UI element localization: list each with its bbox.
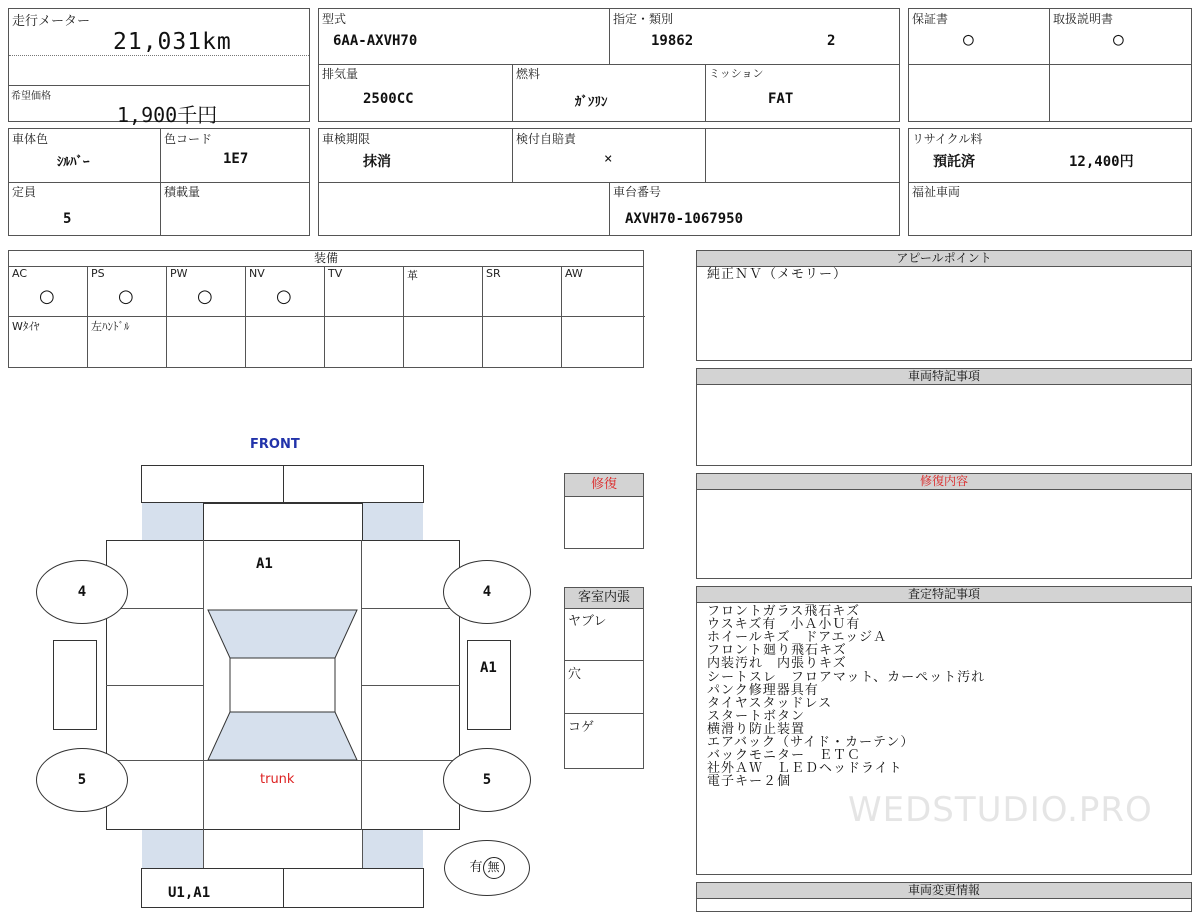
equipment-label: SR [486, 267, 501, 280]
interior-row [565, 608, 643, 661]
equipment-cell [483, 266, 562, 317]
inspection-value: 抹消 [363, 154, 391, 170]
presence-label: 有 [469, 860, 483, 875]
recycle-status: 預託済 [933, 154, 975, 170]
load-label: 積載量 [164, 185, 201, 199]
warranty-label: 保証書 [912, 12, 949, 26]
color-code-label: 色コード [164, 132, 213, 146]
recycle-amount: 12,400円 [1069, 154, 1134, 170]
interior-row-label: コゲ [568, 720, 595, 735]
equipment-label: PS [91, 267, 105, 280]
repair-detail-title: 修復内容 [697, 474, 1191, 490]
mileage-price-box [8, 8, 310, 127]
capacity-value: 5 [63, 211, 72, 227]
insurance-label: 検付自賠責 [516, 132, 577, 146]
rear-bumper-right [283, 868, 424, 908]
front-left-light [142, 503, 204, 541]
assessment-line: 横滑り防止装置 [707, 721, 806, 737]
rear-bumper-left [141, 868, 284, 908]
warranty-value: ○ [963, 29, 974, 50]
equipment-cell [325, 266, 404, 317]
equipment-cell [562, 266, 645, 317]
equipment-cell [404, 317, 483, 368]
equipment-cell [9, 266, 88, 317]
manual-label: 取扱説明書 [1053, 12, 1114, 26]
front-bumper-right [283, 465, 424, 503]
equipment-label: PW [170, 267, 188, 280]
interior-row-label: 穴 [568, 667, 582, 682]
equipment-cell [167, 317, 246, 368]
chassis-value: AXVH70-1067950 [625, 211, 744, 227]
assessment-line: スタートボタン [707, 708, 806, 724]
chassis-label: 車台番号 [613, 185, 662, 199]
equipment-cell [404, 266, 483, 317]
color-block [8, 128, 310, 236]
assessment-line: 社外ＡＷ ＬＥＤヘッドライト [707, 761, 903, 777]
fuel-label: 燃料 [516, 67, 541, 81]
model-block [318, 8, 900, 122]
assessment-line: バックモニター ＥＴＣ [707, 748, 862, 764]
assessment-line: 電子キー２個 [707, 774, 792, 790]
assessment-line: フロントガラス飛石キズ [707, 604, 860, 619]
inspection-block [318, 128, 900, 236]
equipment-cell [246, 266, 325, 317]
inspection-label: 車検期限 [322, 132, 371, 146]
assessment-line: パンク修理器具有 [707, 682, 819, 698]
assessment-panel [696, 586, 1192, 875]
presence-selector [444, 840, 530, 896]
price-value: 1,900千円 [117, 103, 218, 127]
interior-row [565, 714, 643, 767]
rear-code: U1,A1 [168, 885, 211, 901]
front-label: FRONT [250, 437, 300, 452]
equipment-cell [88, 266, 167, 317]
interior-title: 客室内張 [565, 588, 643, 609]
left-mirror [53, 640, 97, 730]
interior-box [564, 587, 644, 769]
equipment-mark: ○ [39, 286, 55, 307]
interior-row-label: ヤブレ [568, 614, 607, 629]
equipment-table [8, 250, 644, 368]
repair-box [564, 473, 644, 549]
documents-block [908, 8, 1192, 122]
equipment-label: AC [12, 267, 28, 280]
equipment-mark: ○ [197, 286, 213, 307]
color-label: 車体色 [12, 132, 49, 146]
equipment-label: Wﾀｲﾔ [12, 320, 40, 333]
cabin-glass [203, 608, 363, 760]
watermark: WEDSTUDIO.PRO [848, 790, 1153, 830]
rear-window [208, 712, 357, 760]
windshield [208, 610, 357, 658]
trunk-label: trunk [260, 772, 295, 787]
equipment-cell [9, 317, 88, 368]
category-number: 2 [827, 33, 836, 49]
assessment-line: ウスキズ有 小Ａ小Ｕ有 [707, 617, 861, 633]
absence-label: 無 [483, 857, 505, 879]
model-value: 6AA-AXVH70 [333, 33, 418, 49]
manual-value: ○ [1113, 29, 1124, 50]
repair-detail-panel [696, 473, 1192, 579]
welfare-label: 福祉車両 [912, 185, 961, 199]
appeal-title: アピールポイント [697, 251, 1191, 267]
designation-number: 19862 [651, 33, 694, 49]
assessment-line: 内装汚れ 内張りキズ [707, 656, 847, 672]
recycle-label: リサイクル料 [912, 132, 983, 146]
right-side-code: A1 [480, 660, 497, 676]
equipment-title: 装備 [9, 251, 643, 267]
vehicle-notes-title: 車両特記事項 [697, 369, 1191, 385]
rear-right-light [362, 830, 423, 868]
right-mirror [467, 640, 511, 730]
equipment-cell [483, 317, 562, 368]
recycle-block [908, 128, 1192, 236]
equipment-label: TV [328, 267, 343, 280]
rear-left-light [142, 830, 204, 868]
mission-label: ミッション [709, 67, 764, 80]
mileage-value: 21,031km [113, 29, 232, 55]
mileage-label: 走行メーター [12, 14, 91, 29]
equipment-label: 左ﾊﾝﾄﾞﾙ [91, 320, 130, 333]
repair-box-title: 修復 [565, 474, 643, 497]
change-info-title: 車両変更情報 [697, 883, 1191, 899]
displacement-label: 排気量 [322, 67, 359, 81]
tire-front-right: 4 [443, 560, 531, 624]
equipment-cell [325, 317, 404, 368]
equipment-cell [562, 317, 645, 368]
price-label: 希望価格 [11, 91, 51, 102]
equipment-label: 革 [407, 269, 418, 282]
roof-panel [230, 658, 335, 712]
insurance-value: × [604, 151, 613, 167]
interior-row [565, 661, 643, 714]
equipment-mark: ○ [118, 286, 134, 307]
color-code-value: 1E7 [223, 151, 249, 167]
car-diagram [0, 430, 560, 900]
appeal-panel [696, 250, 1192, 361]
tire-front-left: 4 [36, 560, 128, 624]
vehicle-notes-panel [696, 368, 1192, 466]
displacement-value: 2500CC [363, 91, 414, 107]
equipment-label: AW [565, 267, 583, 280]
equipment-cell [246, 317, 325, 368]
capacity-label: 定員 [12, 185, 37, 199]
fuel-value: ｶﾞｿﾘﾝ [575, 95, 608, 110]
assessment-line: ホイールキズ ドアエッジＡ [707, 630, 888, 646]
model-label: 型式 [322, 12, 347, 26]
front-bumper-left [141, 465, 284, 503]
assessment-title: 査定特記事項 [697, 587, 1191, 603]
hood-code: A1 [256, 556, 273, 572]
mission-value: FAT [768, 91, 794, 107]
assessment-line: エアバック（サイド・カーテン） [707, 735, 915, 750]
equipment-cell [88, 317, 167, 368]
front-right-light [362, 503, 423, 541]
assessment-line: シートスレ フロアマット、カーペット汚れ [707, 669, 986, 685]
color-value: ｼﾙﾊﾞｰ [57, 155, 90, 170]
equipment-mark: ○ [276, 286, 292, 307]
front-panel [203, 503, 363, 541]
change-info-panel [696, 882, 1192, 912]
assessment-line: フロント廻り飛石キズ [707, 643, 847, 659]
designation-label: 指定・類別 [613, 12, 674, 26]
tire-rear-right: 5 [443, 748, 531, 812]
assessment-line: タイヤスタッドレス [707, 695, 833, 711]
equipment-label: NV [249, 267, 265, 280]
tire-rear-left: 5 [36, 748, 128, 812]
equipment-cell [167, 266, 246, 317]
appeal-text: 純正ＮＶ（メモリー） [707, 267, 848, 282]
